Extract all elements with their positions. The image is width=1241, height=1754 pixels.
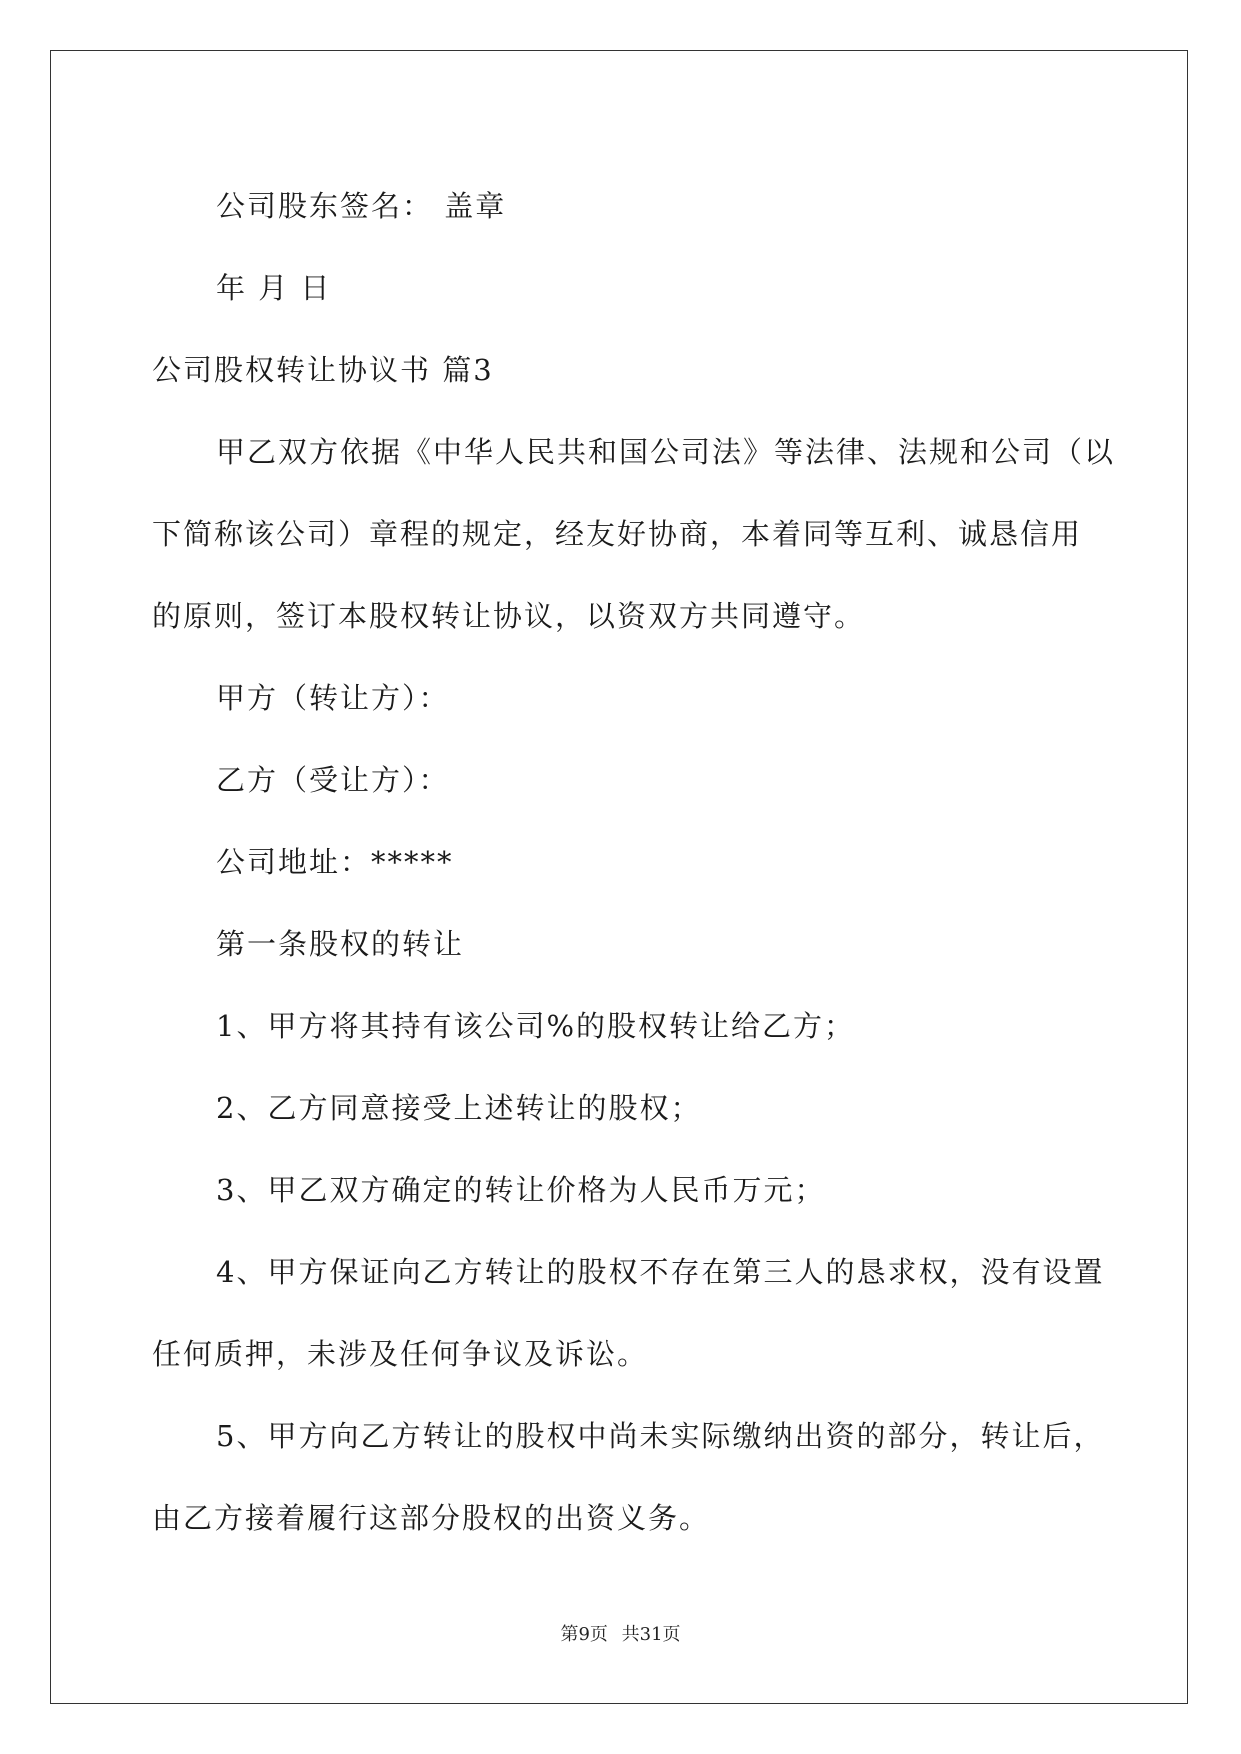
- page-footer: [0, 1620, 1241, 1646]
- clause-line: 由乙方接着履行这部分股权的出资义务。: [152, 1501, 711, 1535]
- document-body: [152, 165, 1116, 1559]
- page-number: 第9页: [560, 1624, 608, 1645]
- article-heading: 第一条股权的转让: [216, 927, 465, 961]
- signature-line: 公司股东签名： 盖章: [216, 189, 507, 223]
- clause-line: 任何质押，未涉及任何争议及诉讼。: [152, 1337, 649, 1371]
- clause-line: 4、甲方保证向乙方转让的股权不存在第三人的恳求权，没有设置: [216, 1255, 1105, 1289]
- paragraph-line: 的原则，签订本股权转让协议，以资双方共同遵守。: [152, 599, 866, 633]
- party-b-line: 乙方（受让方）：: [216, 763, 450, 797]
- clause-line: 3、甲乙双方确定的转让价格为人民币万元；: [216, 1173, 826, 1207]
- section-heading: 公司股权转让协议书 篇3: [152, 353, 494, 387]
- party-a-line: 甲方（转让方）：: [216, 681, 450, 715]
- company-address-line: 公司地址：*****: [216, 845, 454, 879]
- date-line: 年 月 日: [216, 271, 332, 305]
- clause-line: 2、乙方同意接受上述转让的股权；: [216, 1091, 702, 1125]
- clause-line: 5、甲方向乙方转让的股权中尚未实际缴纳出资的部分，转让后，: [216, 1419, 1105, 1453]
- clause-line: 1、甲方将其持有该公司%的股权转让给乙方；: [216, 1009, 856, 1043]
- paragraph-line: 下简称该公司）章程的规定，经友好协商，本着同等互利、诚恳信用: [152, 517, 1083, 551]
- paragraph-line: 甲乙双方依据《中华人民共和国公司法》等法律、法规和公司（以: [216, 435, 1116, 469]
- page-total: 共31页: [621, 1624, 681, 1645]
